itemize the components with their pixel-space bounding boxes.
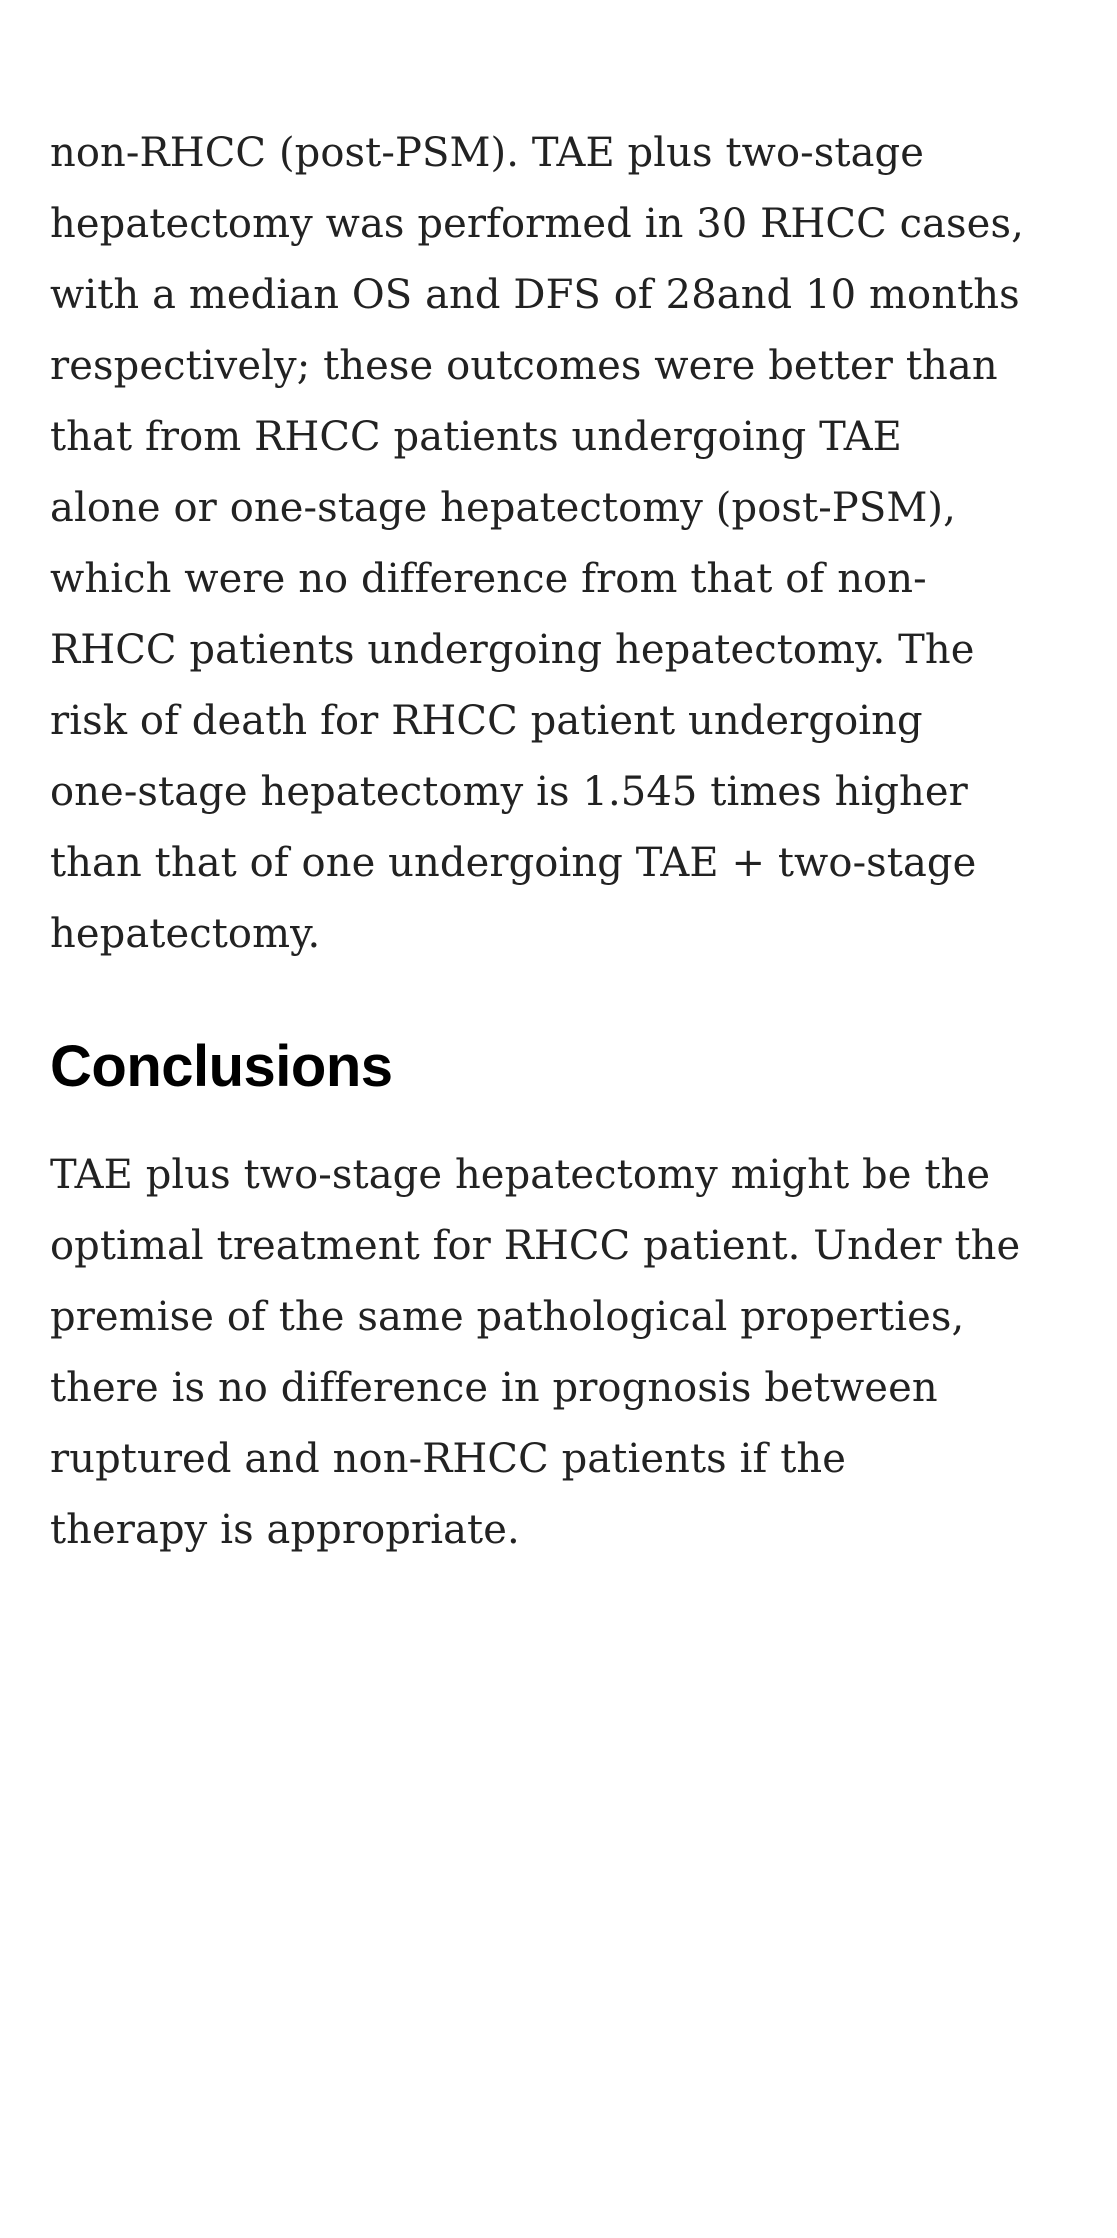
- text-line: which were no difference from that of non-: [50, 556, 927, 602]
- text-line: than that of one undergoing TAE + two-stage: [50, 840, 977, 886]
- text-line: one-stage hepatectomy is 1.545 times higher: [50, 769, 968, 815]
- text-line: respectively; these outcomes were better than: [50, 343, 998, 389]
- article-body: [50, 118, 1080, 1566]
- text-line: optimal treatment for RHCC patient. Under the: [50, 1223, 1021, 1269]
- text-line: there is no difference in prognosis between: [50, 1365, 938, 1411]
- text-line: therapy is appropriate.: [50, 1507, 520, 1553]
- text-line: hepatectomy.: [50, 911, 321, 957]
- text-line: ruptured and non-RHCC patients if the: [50, 1436, 847, 1482]
- text-line: alone or one-stage hepatectomy (post-PSM),: [50, 485, 956, 531]
- results-paragraph: [50, 118, 1080, 970]
- text-line: hepatectomy was performed in 30 RHCC cases,: [50, 201, 1024, 247]
- text-line: with a median OS and DFS of 28and 10 months: [50, 272, 1020, 318]
- text-line: non-RHCC (post-PSM). TAE plus two-stage: [50, 130, 924, 176]
- conclusions-heading: Conclusions: [50, 1034, 393, 1099]
- conclusions-paragraph: [50, 1140, 1080, 1566]
- text-line: risk of death for RHCC patient undergoing: [50, 698, 923, 744]
- text-line: RHCC patients undergoing hepatectomy. The: [50, 627, 975, 673]
- text-line: that from RHCC patients undergoing TAE: [50, 414, 902, 460]
- text-line: TAE plus two-stage hepatectomy might be the: [50, 1152, 991, 1198]
- text-line: premise of the same pathological properties,: [50, 1294, 965, 1340]
